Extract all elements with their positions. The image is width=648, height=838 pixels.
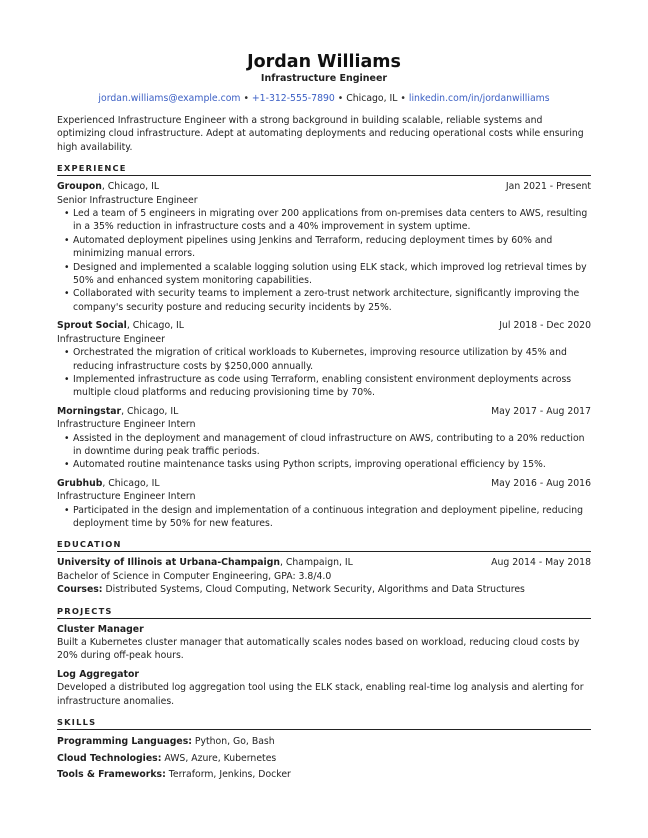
project-entry bbox=[57, 623, 591, 663]
candidate-title: Infrastructure Engineer bbox=[260, 73, 388, 84]
job-dates: Jan 2021 - Present bbox=[505, 181, 591, 193]
bullet-item: • Collaborated with security teams to implement a zero-trust network architecture, significantly improving the company's security posture and reducing security incidents by 25%. bbox=[73, 287, 591, 314]
skills-section bbox=[57, 717, 591, 784]
company-location: , Chicago, IL bbox=[101, 181, 159, 193]
bullet-list bbox=[57, 207, 591, 314]
school-location: , Champaign, IL bbox=[279, 557, 353, 569]
experience-entry bbox=[57, 477, 591, 531]
bullet-item: • Participated in the design and implementation of a continuous integration and deployment pipeline, reducing deployment time by 50% for new features. bbox=[73, 504, 591, 531]
job-role: Infrastructure Engineer bbox=[57, 333, 165, 345]
degree-text: Bachelor of Science in Computer Engineering, GPA: 3.8/4.0 bbox=[57, 570, 332, 582]
candidate-name: Jordan Williams bbox=[247, 52, 401, 72]
experience-entry bbox=[57, 319, 591, 399]
section-heading-education: EDUCATION bbox=[57, 539, 591, 552]
experience-entry bbox=[57, 405, 591, 472]
skill-line bbox=[57, 734, 591, 751]
project-name: Log Aggregator bbox=[57, 668, 139, 680]
section-heading-experience: EXPERIENCE bbox=[57, 163, 591, 176]
section-heading-skills: SKILLS bbox=[57, 717, 591, 730]
contact-separator: • bbox=[337, 93, 344, 104]
bullet-item: • Assisted in the deployment and management of cloud infrastructure on AWS, contributing to a 20% reduction in downtime during peak traffic periods. bbox=[73, 432, 591, 459]
company-location: , Chicago, IL bbox=[121, 405, 179, 417]
skill-value: Terraform, Jenkins, Docker bbox=[165, 769, 291, 781]
phone-link[interactable]: +1-312-555-7890 bbox=[251, 93, 335, 104]
contact-separator: • bbox=[400, 93, 406, 104]
job-dates: May 2017 - Aug 2017 bbox=[491, 405, 591, 417]
job-role: Infrastructure Engineer Intern bbox=[57, 491, 196, 503]
linkedin-link[interactable]: linkedin.com/in/jordanwilliams bbox=[408, 93, 550, 104]
location-text: Chicago, IL bbox=[346, 93, 398, 104]
project-description: Developed a distributed log aggregation tool using the ELK stack, enabling real-time log analysis and alerting for infrastructure anomalies. bbox=[57, 682, 584, 707]
courses-label: Courses: bbox=[57, 584, 103, 596]
job-role: Senior Infrastructure Engineer bbox=[57, 194, 198, 206]
contact-separator: • bbox=[243, 93, 249, 104]
summary-paragraph: Experienced Infrastructure Engineer with a strong background in building scalable, reliable systems and optimizing cloud infrastructure. Adept at automating deployments and reducing operational costs while ensuring high availability. bbox=[57, 115, 584, 153]
experience-entry bbox=[57, 180, 591, 314]
education-section bbox=[57, 539, 591, 596]
education-dates: Aug 2014 - May 2018 bbox=[491, 557, 591, 569]
skill-label: Programming Languages: bbox=[57, 736, 192, 748]
company-location: , Chicago, IL bbox=[126, 320, 184, 332]
company-name: Groupon bbox=[57, 181, 102, 193]
courses-list: Distributed Systems, Cloud Computing, Network Security, Algorithms and Data Structures bbox=[102, 584, 525, 596]
email-link[interactable]: jordan.williams@example.com bbox=[98, 93, 241, 104]
job-dates: Jul 2018 - Dec 2020 bbox=[499, 320, 591, 332]
skill-value: AWS, Azure, Kubernetes bbox=[161, 752, 277, 764]
company-location: , Chicago, IL bbox=[102, 477, 160, 489]
school-name: University of Illinois at Urbana-Champaign bbox=[57, 557, 280, 569]
job-dates: May 2016 - Aug 2016 bbox=[491, 477, 591, 489]
job-role: Infrastructure Engineer Intern bbox=[57, 419, 196, 431]
skill-label: Tools & Frameworks: bbox=[57, 769, 166, 781]
company-name: Grubhub bbox=[57, 477, 103, 489]
project-description: Built a Kubernetes cluster manager that automatically scales nodes based on workload, reducing cloud costs by 20% during off-peak hours. bbox=[57, 637, 580, 662]
section-heading-projects: PROJECTS bbox=[57, 606, 591, 619]
bullet-item: • Automated deployment pipelines using Jenkins and Terraform, reducing deployment times by 60% and minimizing manual errors. bbox=[73, 234, 591, 261]
skill-value: Python, Go, Bash bbox=[191, 736, 275, 748]
company-name: Morningstar bbox=[57, 405, 122, 417]
bullet-item: • Orchestrated the migration of critical workloads to Kubernetes, improving resource utilization by 45% and reducing infrastructure costs by $250,000 annually. bbox=[73, 346, 591, 373]
bullet-list bbox=[57, 432, 591, 472]
bullet-item: • Automated routine maintenance tasks using Python scripts, improving operational efficiency by 15%. bbox=[73, 458, 591, 471]
bullet-list bbox=[57, 346, 591, 400]
education-entry bbox=[57, 556, 591, 596]
skill-line bbox=[57, 767, 591, 784]
bullet-item: • Designed and implemented a scalable logging solution using ELK stack, which improved log retrieval times by 50% and enhanced system monitoring capabilities. bbox=[73, 261, 591, 288]
experience-section bbox=[57, 163, 591, 530]
skill-line bbox=[57, 751, 591, 768]
project-name: Cluster Manager bbox=[57, 623, 144, 635]
company-name: Sprout Social bbox=[57, 320, 127, 332]
projects-section bbox=[57, 606, 591, 708]
courses-line bbox=[57, 583, 591, 596]
contact-line bbox=[57, 92, 591, 105]
bullet-list bbox=[57, 504, 591, 531]
bullet-item: • Led a team of 5 engineers in migrating over 200 applications from on-premises data centers to AWS, resulting in a 35% reduction in infrastructure costs and a 40% improvement in system uptime. bbox=[73, 207, 591, 234]
skill-label: Cloud Technologies: bbox=[57, 752, 162, 764]
bullet-item: • Implemented infrastructure as code using Terraform, enabling consistent environment deployments across multiple cloud platforms and reducing provisioning time by 70%. bbox=[73, 373, 591, 400]
project-entry bbox=[57, 668, 591, 708]
